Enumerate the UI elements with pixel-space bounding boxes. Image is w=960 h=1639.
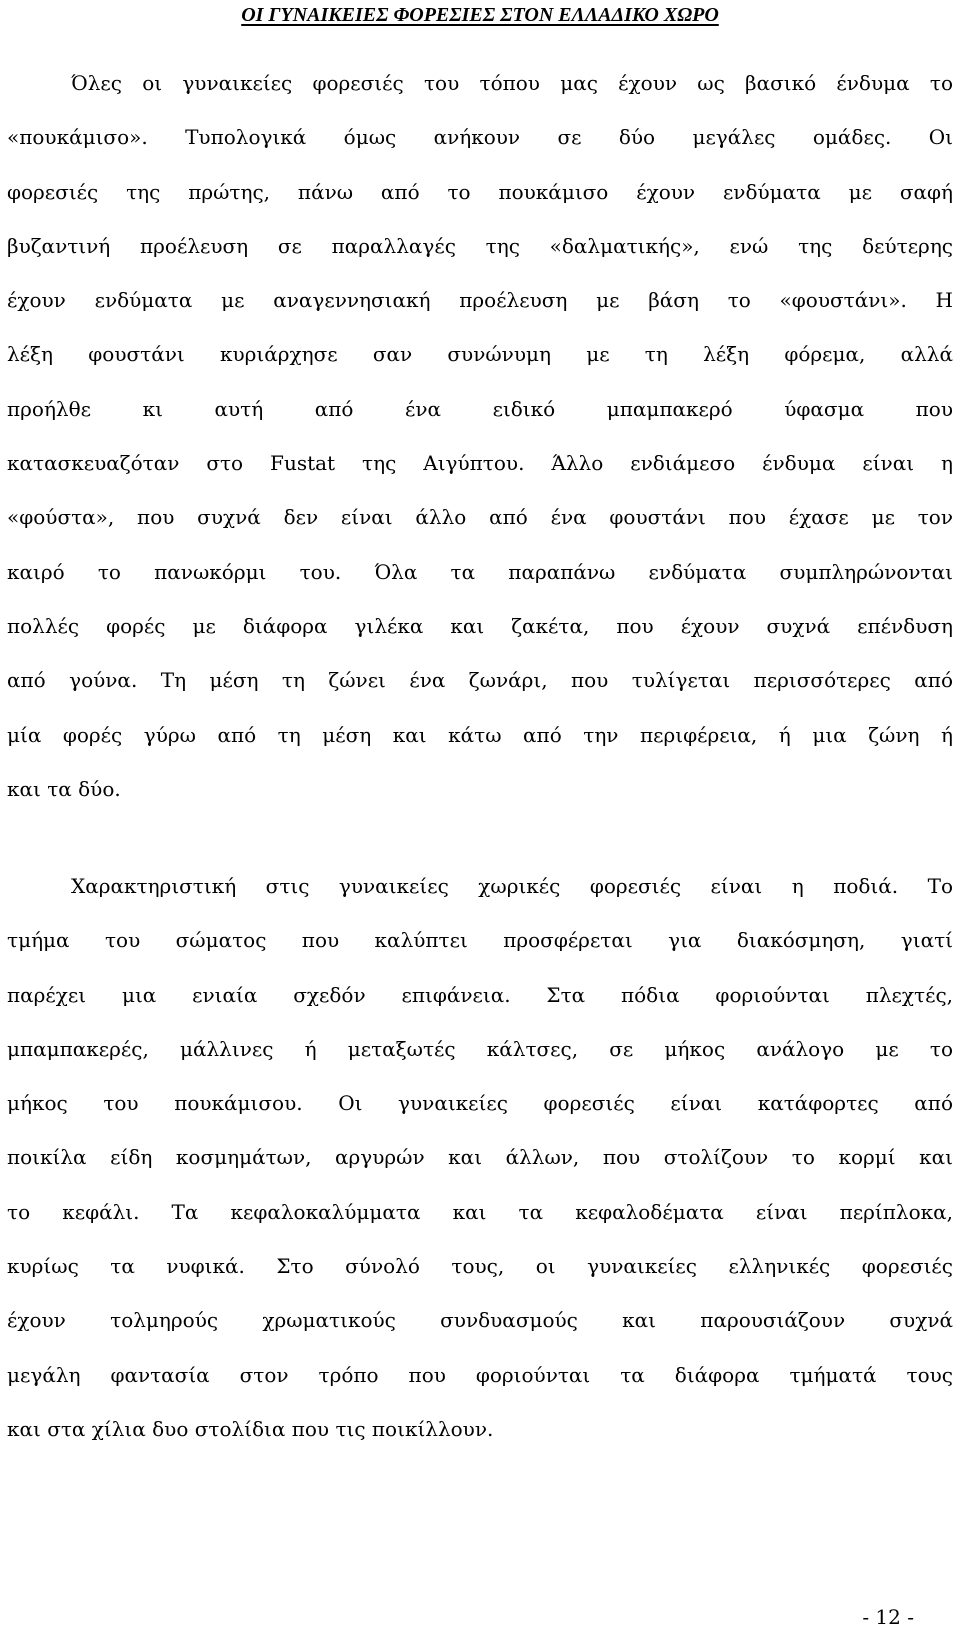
page-number: - 12 -: [862, 1605, 914, 1629]
text-line: λέξη φουστάνι κυριάρχησε σαν συνώνυμη με τη λέξη φόρεμα, αλλά: [7, 342, 953, 367]
text-line: μεγάλη φαντασία στον τρόπο που φοριούνται τα διάφορα τμήματά τους: [7, 1362, 953, 1387]
text-line: από γούνα. Τη μέση τη ζώνει ένα ζωνάρι, που τυλίγεται περισσότερες από: [7, 668, 953, 693]
text-line: και τα δύο.: [7, 776, 121, 801]
text-line: παρέχει μια ενιαία σχεδόν επιφάνεια. Στα πόδια φοριούνται πλεχτές,: [7, 982, 953, 1007]
text-line: πολλές φορές με διάφορα γιλέκα και ζακέτα, που έχουν συχνά επένδυση: [7, 613, 953, 638]
text-line: και στα χίλια δυο στολίδια που τις ποικίλλουν.: [7, 1416, 494, 1441]
text-line: τμήμα του σώματος που καλύπτει προσφέρεται για διακόσμηση, γιατί: [7, 928, 953, 953]
paragraph-2: [7, 859, 953, 1456]
paragraph-1: [7, 56, 953, 816]
text-line: «φούστα», που συχνά δεν είναι άλλο από ένα φουστάνι που έχασε με τον: [7, 505, 953, 530]
text-line: το κεφάλι. Τα κεφαλοκαλύμματα και τα κεφαλοδέματα είναι περίπλοκα,: [7, 1199, 953, 1224]
text-line: κυρίως τα νυφικά. Στο σύνολό τους, οι γυναικείες ελληνικές φορεσιές: [7, 1254, 953, 1279]
text-line: «πουκάμισο». Τυπολογικά όμως ανήκουν σε δύο μεγάλες ομάδες. Οι: [7, 125, 953, 150]
text-line: μία φορές γύρω από τη μέση και κάτω από την περιφέρεια, ή μια ζώνη ή: [7, 722, 953, 747]
text-line: Όλες οι γυναικείες φορεσιές του τόπου μας έχουν ως βασικό ένδυμα το: [71, 71, 953, 95]
text-line: καιρό το πανωκόρμι του. Όλα τα παραπάνω ενδύματα συμπληρώνονται: [7, 559, 953, 584]
text-line: βυζαντινή προέλευση σε παραλλαγές της «δαλματικής», ενώ της δεύτερης: [7, 233, 953, 258]
page-title: ΟΙ ΓΥΝΑΙΚΕΙΕΣ ΦΟΡΕΣΙΕΣ ΣΤΟΝ ΕΛΛΑΔΙΚΟ ΧΩΡΟ: [241, 4, 719, 26]
text-line: προήλθε κι αυτή από ένα ειδικό μπαμπακερό ύφασμα που: [7, 396, 953, 421]
text-line: έχουν τολμηρούς χρωματικούς συνδυασμούς και παρουσιάζουν συχνά: [7, 1308, 953, 1333]
text-line: Χαρακτηριστική στις γυναικείες χωρικές φορεσιές είναι η ποδιά. Το: [71, 874, 953, 898]
text-line: ποικίλα είδη κοσμημάτων, αργυρών και άλλων, που στολίζουν το κορμί και: [7, 1145, 953, 1170]
text-line: μήκος του πουκάμισου. Οι γυναικείες φορεσιές είναι κατάφορτες από: [7, 1091, 953, 1116]
text-line: μπαμπακερές, μάλλινες ή μεταξωτές κάλτσες, σε μήκος ανάλογο με το: [7, 1036, 953, 1061]
text-line: έχουν ενδύματα με αναγεννησιακή προέλευση με βάση το «φουστάνι». Η: [7, 288, 953, 313]
text-line: κατασκευαζόταν στο Fustat της Αιγύπτου. Άλλο ενδιάμεσο ένδυμα είναι η: [7, 451, 953, 476]
text-line: φορεσιές της πρώτης, πάνω από το πουκάμισο έχουν ενδύματα με σαφή: [7, 179, 953, 204]
